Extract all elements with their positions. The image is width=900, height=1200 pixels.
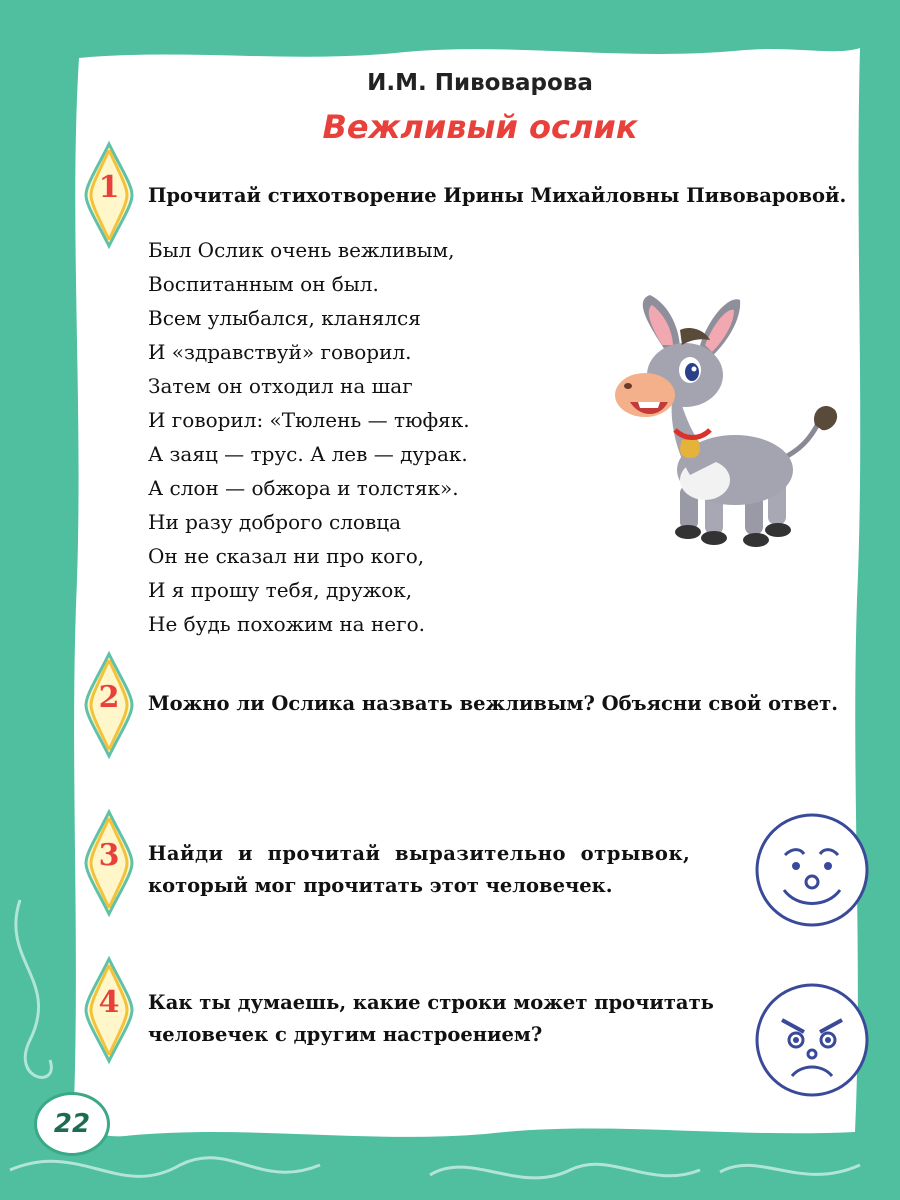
task-number: 1 bbox=[98, 170, 120, 205]
poem-line: Воспитанным он был. bbox=[148, 272, 379, 296]
angry-face-icon bbox=[752, 980, 872, 1100]
task-1-text: Прочитай стихотворение Ирины Михайловны Пивоваровой. bbox=[148, 184, 847, 207]
happy-face-icon bbox=[752, 810, 872, 930]
task-number: 4 bbox=[98, 985, 120, 1020]
task-number: 2 bbox=[98, 680, 120, 715]
task-3-line-1: Найди и прочитай выразительно отрывок, bbox=[148, 842, 691, 865]
task-2-text: Можно ли Ослика назвать вежливым? Объясни свой ответ. bbox=[148, 692, 839, 715]
page-title: Вежливый ослик bbox=[322, 108, 638, 146]
poem-line: Он не сказал ни про кого, bbox=[148, 544, 425, 568]
author-name: И.М. Пивоварова bbox=[367, 70, 593, 96]
poem-line: А слон — обжора и толстяк». bbox=[148, 476, 459, 500]
poem-line: Всем улыбался, кланялся bbox=[148, 306, 421, 330]
task-badge-4 bbox=[82, 955, 136, 1065]
poem bbox=[148, 233, 470, 641]
task-number: 3 bbox=[98, 838, 120, 873]
page-number: 22 bbox=[34, 1092, 110, 1156]
task-3-line-2: который мог прочитать этот человечек. bbox=[148, 874, 613, 897]
task-4-line-2: человечек с другим настроением? bbox=[148, 1023, 543, 1046]
poem-line: Ни разу доброго словца bbox=[148, 510, 401, 534]
task-badge-2 bbox=[82, 650, 136, 760]
task-4-line-1: Как ты думаешь, какие строки может прочитать bbox=[148, 991, 714, 1014]
poem-line: А заяц — трус. А лев — дурак. bbox=[148, 442, 468, 466]
poem-line: И говорил: «Тюлень — тюфяк. bbox=[148, 408, 470, 432]
task-badge-1 bbox=[82, 140, 136, 250]
task-badge-3 bbox=[82, 808, 136, 918]
donkey-illustration bbox=[610, 290, 850, 570]
task-3-text bbox=[148, 838, 690, 902]
task-4-text bbox=[148, 987, 714, 1051]
poem-line: И «здравствуй» говорил. bbox=[148, 340, 412, 364]
poem-line: Был Ослик очень вежливым, bbox=[148, 238, 455, 262]
poem-line: Затем он отходил на шаг bbox=[148, 374, 413, 398]
poem-line: Не будь похожим на него. bbox=[148, 612, 425, 636]
poem-line: И я прошу тебя, дружок, bbox=[148, 578, 413, 602]
